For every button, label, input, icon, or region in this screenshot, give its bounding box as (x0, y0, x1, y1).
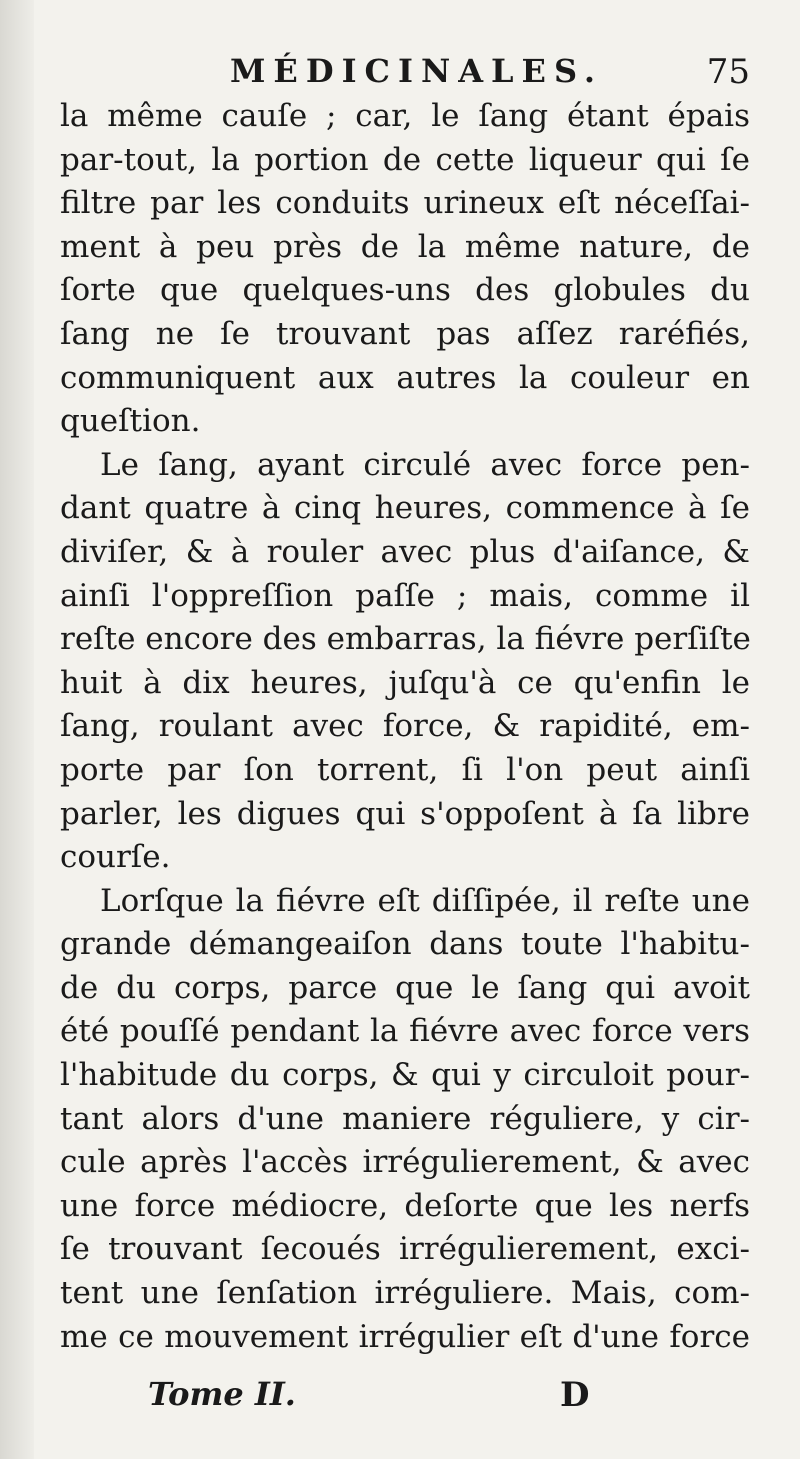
text-line: diviſer, & à rouler avec plus d'aiſance, & (60, 533, 750, 570)
text-line: filtre par les conduits urineux eſt néceſſai- (60, 185, 750, 222)
text-line: tent une ſenſation irréguliere. Mais, com- (60, 1275, 750, 1312)
text-line: ment à peu près de la même nature, de (60, 228, 750, 265)
text-line: ſorte que quelques-uns des globules du (60, 272, 750, 309)
body-text (60, 95, 750, 1359)
text-line: ainſi l'oppreſſion paſſe ; mais, comme il (60, 577, 750, 614)
text-line: grande démangeaiſon dans toute l'habitu- (60, 926, 750, 963)
volume-signature: Tome II. (148, 1375, 296, 1413)
binding-gutter (0, 0, 34, 1459)
text-line: tant alors d'une maniere réguliere, y cir- (60, 1100, 750, 1137)
text-line: communiquent aux autres la couleur en (60, 359, 750, 396)
footer (60, 1375, 750, 1425)
text-line: reſte encore des embarras, la fiévre perſiſte (60, 621, 751, 658)
text-line: courſe. (60, 839, 171, 876)
text-line: ſe trouvant ſecoués irrégulierement, exci- (60, 1231, 750, 1268)
running-title: MÉDICINALES. (230, 52, 604, 90)
text-line: ſang, roulant avec force, & rapidité, em- (60, 708, 750, 745)
text-line: la même cauſe ; car, le ſang étant épais (60, 98, 750, 134)
text-line: ſang ne ſe trouvant pas aſſez raréfiés, (60, 315, 750, 352)
paragraph-first-line: Lorſque la fiévre eſt diſſipée, il reſte une (100, 882, 750, 919)
text-line: porte par ſon torrent, ſi l'on peut ainſi (60, 751, 750, 788)
text-line: me ce mouvement irrégulier eſt d'une force (60, 1318, 750, 1355)
text-line: par-tout, la portion de cette liqueur qui ſe (60, 141, 750, 178)
text-line: l'habitude du corps, & qui y circuloit pour- (60, 1057, 750, 1094)
text-line: de du corps, parce que le ſang qui avoit (60, 969, 750, 1006)
paragraph-first-line: Le ſang, ayant circulé avec force pen- (100, 446, 750, 483)
text-line: queſtion. (60, 403, 201, 440)
text-line: cule après l'accès irrégulierement, & avec (60, 1144, 750, 1181)
text-line: une force médiocre, deſorte que les nerfs (60, 1187, 750, 1224)
running-head (60, 52, 750, 96)
text-line: huit à dix heures, juſqu'à ce qu'enfin le (60, 664, 750, 701)
text-line: parler, les digues qui s'oppoſent à ſa libre (60, 795, 750, 832)
page-number: 75 (706, 52, 750, 92)
text-line: été pouſſé pendant la fiévre avec force vers (60, 1013, 750, 1050)
gathering-signature: D (560, 1375, 590, 1415)
text-line: dant quatre à cinq heures, commence à ſe (60, 490, 750, 527)
